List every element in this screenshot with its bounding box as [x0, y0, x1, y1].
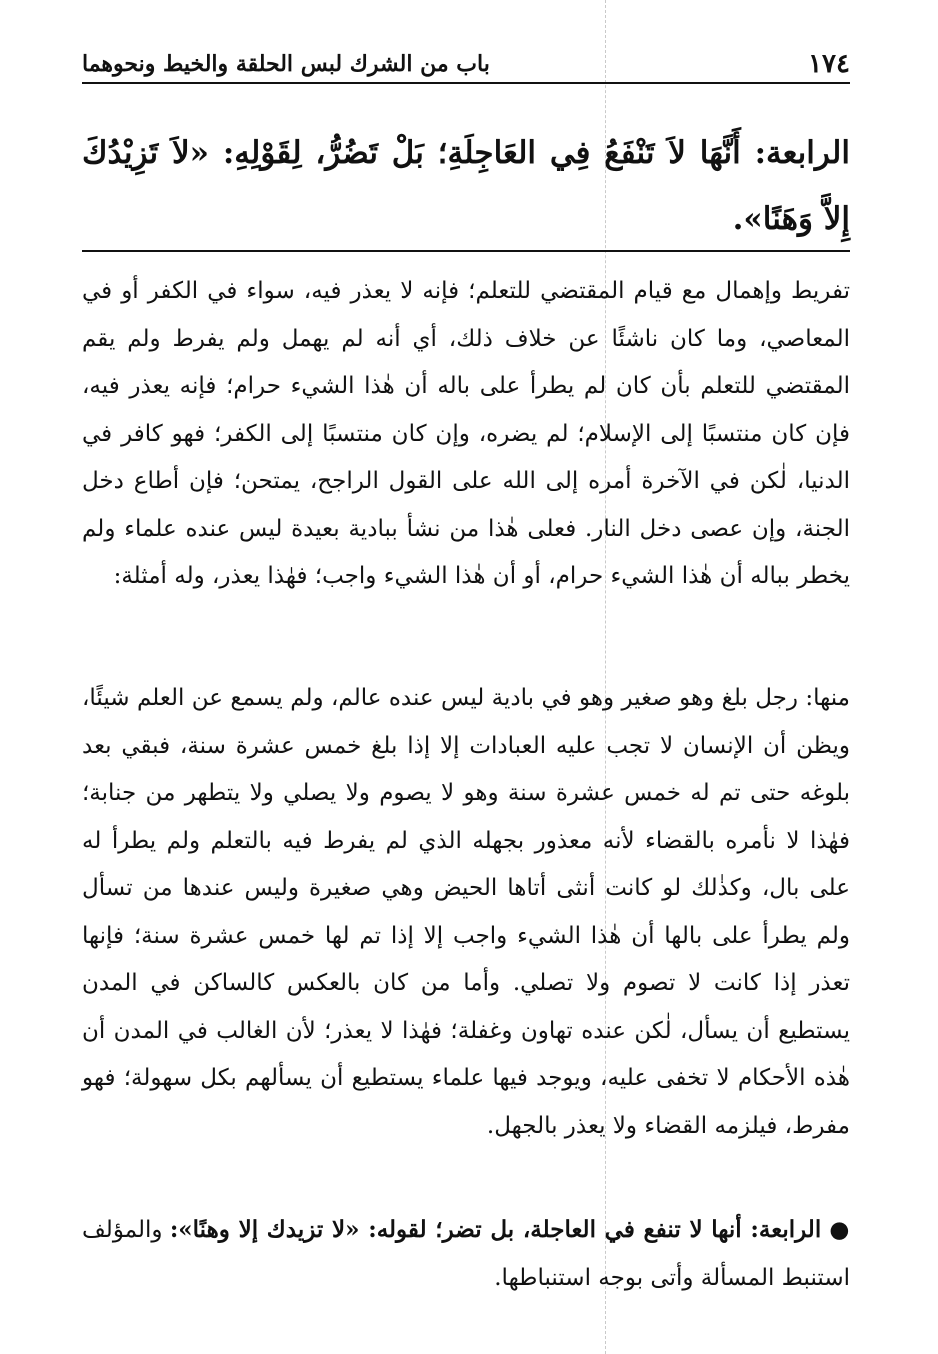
issue-heading: الرابعة: أنها لا تنفع في العاجلة، بل تضر؛ لقوله: «لا تزيدك إلا وهنًا»: [169, 1216, 822, 1243]
issue-comment: والمؤلف استنبط المسألة وأتى بوجه استنباطها. [82, 1217, 850, 1291]
commentary-paragraph-2: منها: رجل بلغ وهو صغير وهو في بادية ليس عنده عالم، ولم يسمع عن العلم شيئًا، ويظن أن الإنسان لا تجب عليه العبادات إلا إذا بلغ خمس عشرة سنة، فبقي بعد بلوغه حتى تم له خمس عشرة سنة وهو لا يصوم ولا يصلي ولا يتطهر من جنابة؛ فهٰذا لا نأمره بالقضاء لأنه معذور بجهله الذي لم يفرط فيه بالتعلم ولم يطرأ له على بال، وكذٰلك لو كانت أنثى أتاها الحيض وهي صغيرة وليس عندها من تسأل ولم يطرأ على بالها أن هٰذا الشيء واجب إلا إذا تم لها خمس عشرة سنة؛ فإنها تعذر إذا كانت لا تصوم ولا تصلي. وأما من كان بالعكس كالساكن في المدن يستطيع أن يسأل، لٰكن عنده تهاون وغفلة؛ فهٰذا لا يعذر؛ لأن الغالب في المدن أن هٰذه الأحكام لا تخفى عليه، ويوجد فيها علماء يستطيع أن يسألهم بكل سهولة؛ فهو مفرط، فيلزمه القضاء ولا يعذر بالجهل. [82, 685, 850, 1139]
commentary-paragraph-3 [82, 1206, 850, 1302]
commentary-paragraph-1: تفريط وإهمال مع قيام المقتضي للتعلم؛ فإنه لا يعذر فيه، سواء في الكفر أو في المعاصي، وما كان ناشئًا عن خلاف ذلك، أي أنه لم يهمل ولم يفرط ولم يقم المقتضي للتعلم بأن كان لم يطرأ على باله أن هٰذا الشيء حرام؛ فإنه يعذر فيه، فإن كان منتسبًا إلى الإسلام؛ لم يضره، وإن كان منتسبًا إلى الكفر؛ فهو كافر في الدنيا، لٰكن في الآخرة أمره إلى الله على القول الراجح، يمتحن؛ فإن أطاع دخل الجنة، وإن عصى دخل النار. فعلى هٰذا من نشأ ببادية بعيدة ليس عنده علماء ولم يخطر بباله أن هٰذا الشيء حرام، أو أن هٰذا الشيء واجب؛ فهٰذا يعذر، وله أمثلة: [82, 278, 850, 589]
page-header [82, 46, 850, 84]
divider-rule [82, 250, 850, 252]
chapter-title: باب من الشرك لبس الحلقة والخيط ونحوهما [82, 51, 490, 77]
matn-text [82, 120, 850, 252]
page-number: ١٧٤ [808, 49, 850, 79]
matn-label: الرابعة: [754, 135, 850, 171]
book-page [82, 0, 850, 1354]
bullet-icon: ● [829, 1216, 851, 1243]
matn-body: أَنَّهَا لاَ تَنْفَعُ فِي العَاجِلَةِ؛ بَلْ تَضُرُّ، لِقَوْلِهِ: «لاَ تَزِيْدُكَ إِلاَّ وَهَنًا». [82, 135, 850, 237]
